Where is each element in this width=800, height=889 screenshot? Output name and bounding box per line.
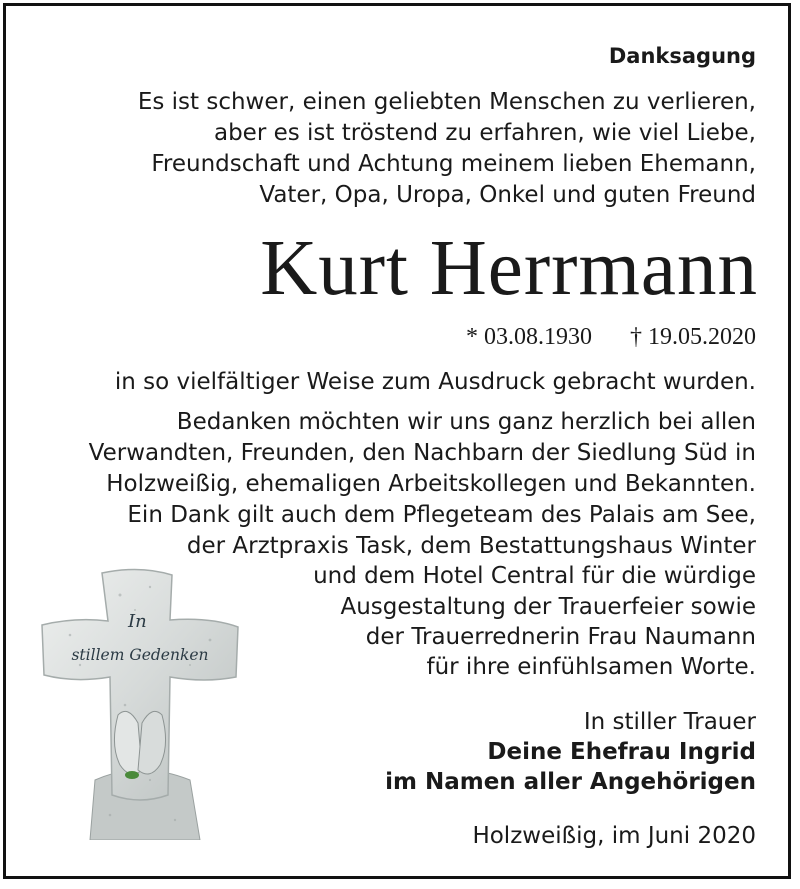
body-line: Ausgestaltung der Trauerfeier sowie bbox=[340, 594, 756, 620]
body-line: für ihre einfühlsamen Worte. bbox=[426, 654, 756, 680]
memorial-cross-icon bbox=[40, 565, 240, 840]
cross-text-bottom: stillem Gedenken bbox=[71, 646, 209, 664]
body-line: der Arztpraxis Task, dem Bestattungshaus Winter bbox=[186, 533, 756, 559]
place-date: Holzweißig, im Juni 2020 bbox=[472, 823, 756, 849]
body-line: Bedanken möchten wir uns ganz herzlich bei allen bbox=[176, 409, 756, 435]
intro-line: Es ist schwer, einen geliebten Menschen zu verlieren, bbox=[137, 89, 756, 115]
signature-line: im Namen aller Angehörigen bbox=[385, 769, 756, 795]
intro-line: Vater, Opa, Uropa, Onkel und guten Freund bbox=[259, 182, 756, 208]
intro-line: Freundschaft und Achtung meinem lieben Ehemann, bbox=[151, 151, 756, 177]
body-line: in so vielfältiger Weise zum Ausdruck gebracht wurden. bbox=[114, 369, 756, 395]
body-line: und dem Hotel Central für die würdige bbox=[313, 563, 756, 589]
signature-intro: In stiller Trauer bbox=[583, 709, 756, 735]
intro-line: aber es ist tröstend zu erfahren, wie viel Liebe, bbox=[213, 120, 756, 146]
cross-text-top: In bbox=[128, 611, 147, 632]
life-dates bbox=[466, 324, 756, 351]
body-line: Ein Dank gilt auch dem Pflegeteam des Palais am See, bbox=[127, 502, 756, 528]
signature-line: Deine Ehefrau Ingrid bbox=[487, 739, 756, 765]
heading: Danksagung bbox=[608, 44, 756, 68]
deceased-name: Kurt Herrmann bbox=[260, 225, 758, 312]
death-date: † 19.05.2020 bbox=[630, 324, 756, 350]
birth-date: * 03.08.1930 bbox=[466, 324, 592, 350]
body-line: der Trauerrednerin Frau Naumann bbox=[365, 624, 756, 650]
body-line: Verwandten, Freunden, den Nachbarn der Siedlung Süd in bbox=[88, 440, 756, 466]
body-line: Holzweißig, ehemaligen Arbeitskollegen und Bekannten. bbox=[106, 471, 756, 497]
